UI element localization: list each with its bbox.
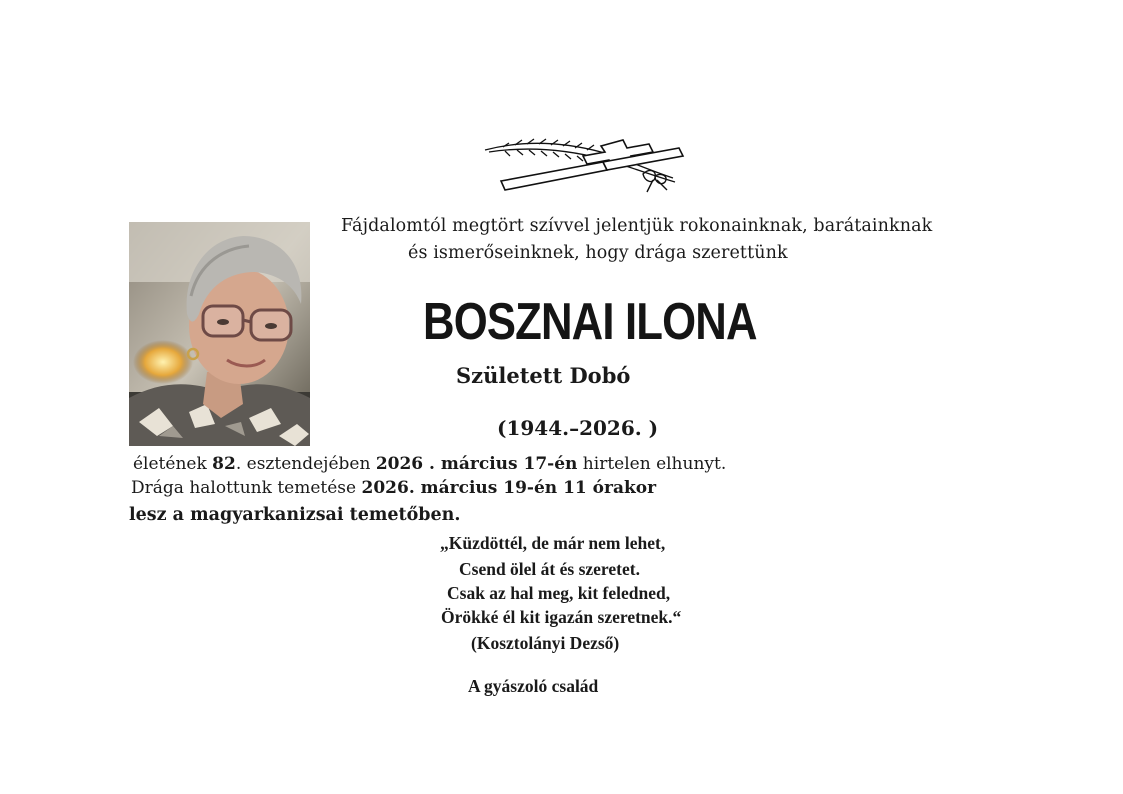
portrait-photo (129, 222, 310, 446)
death-notice-line (133, 454, 726, 474)
funeral-line (131, 478, 656, 498)
age-value: 82 (212, 454, 236, 474)
signature: A gyászoló család (468, 676, 599, 696)
text-fragment: Drága halottunk temetése (131, 478, 362, 498)
death-date-year: 2026 (375, 454, 424, 474)
funeral-datetime: 2026. március 19-én 11 órakor (361, 478, 657, 498)
cross-with-palm-branch-icon (483, 134, 693, 194)
text-fragment: életének (133, 454, 213, 474)
intro-line-1: Fájdalomtól megtört szívvel jelentjük rokonainknak, barátainknak (341, 216, 933, 236)
poem-line: Örökké él kit igazán szeretnek.“ (441, 607, 682, 627)
poem-line: „Küzdöttél, de már nem lehet, (440, 533, 666, 553)
poem-line: Csak az hal meg, kit feledned, (447, 583, 671, 603)
maiden-name: Született Dobó (456, 363, 631, 388)
text-fragment: hirtelen elhunyt. (577, 454, 727, 474)
deceased-name: BOSZNAI ILONA (423, 293, 757, 351)
death-date: . március 17-én (423, 454, 578, 474)
poem-author: (Kosztolányi Dezső) (471, 633, 620, 653)
poem-line: Csend ölel át és szeretet. (459, 559, 640, 579)
text-fragment: . esztendejében (235, 454, 376, 474)
life-years: (1944.–2026. ) (497, 416, 659, 440)
funeral-location: lesz a magyarkanizsai temetőben. (129, 505, 461, 525)
intro-line-2: és ismerőseinknek, hogy drága szerettünk (408, 243, 788, 263)
